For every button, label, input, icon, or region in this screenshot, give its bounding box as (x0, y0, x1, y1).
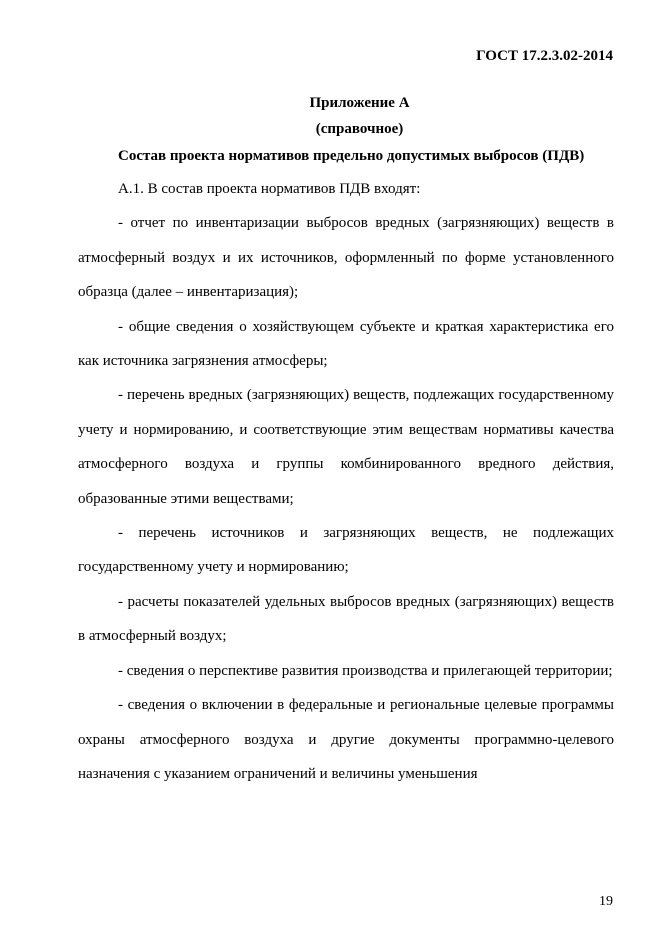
list-item-sources-not-subject: - перечень источников и загрязняющих веществ, не подлежащих государственному учету и нормированию; (78, 525, 614, 576)
list-item-target-programs: - сведения о включении в федеральные и региональные целевые программы охраны атмосферного воздуха и другие документы программно-целевого назначения с указанием ограничений и величины уменьшения (78, 697, 614, 782)
paragraph-intro: А.1. В состав проекта нормативов ПДВ входят: (118, 181, 421, 197)
list-item-general-info: - общие сведения о хозяйствующем субъекте и краткая характеристика его как источника загрязнения атмосферы; (78, 318, 614, 370)
list-item-substances-list: - перечень вредных (загрязняющих) веществ, подлежащих государственному учету и нормированию, и соответствующие этим веществам нормативы качества атмосферного воздуха и группы комбинированного вредного действия, образованные этими веществами; (78, 387, 614, 507)
list-item-development-prospects: - сведения о перспективе развития производства и прилегающей территории; (118, 662, 613, 679)
standard-code-header: ГОСТ 17.2.3.02-2014 (476, 48, 613, 64)
document-body (78, 172, 614, 791)
appendix-title: Приложение А (309, 95, 410, 111)
section-title: Состав проекта нормативов предельно допустимых выбросов (ПДВ) (118, 148, 585, 164)
list-item-specific-emissions: - расчеты показателей удельных выбросов вредных (загрязняющих) веществ в атмосферный воздух; (78, 593, 614, 645)
page-number: 19 (599, 894, 613, 909)
appendix-type-label: (справочное) (315, 121, 404, 137)
list-item-inventory-report: - отчет по инвентаризации выбросов вредных (загрязняющих) веществ в атмосферный воздух и их источников, оформленный по форме установленного образца (далее – инвентаризация); (78, 215, 614, 301)
